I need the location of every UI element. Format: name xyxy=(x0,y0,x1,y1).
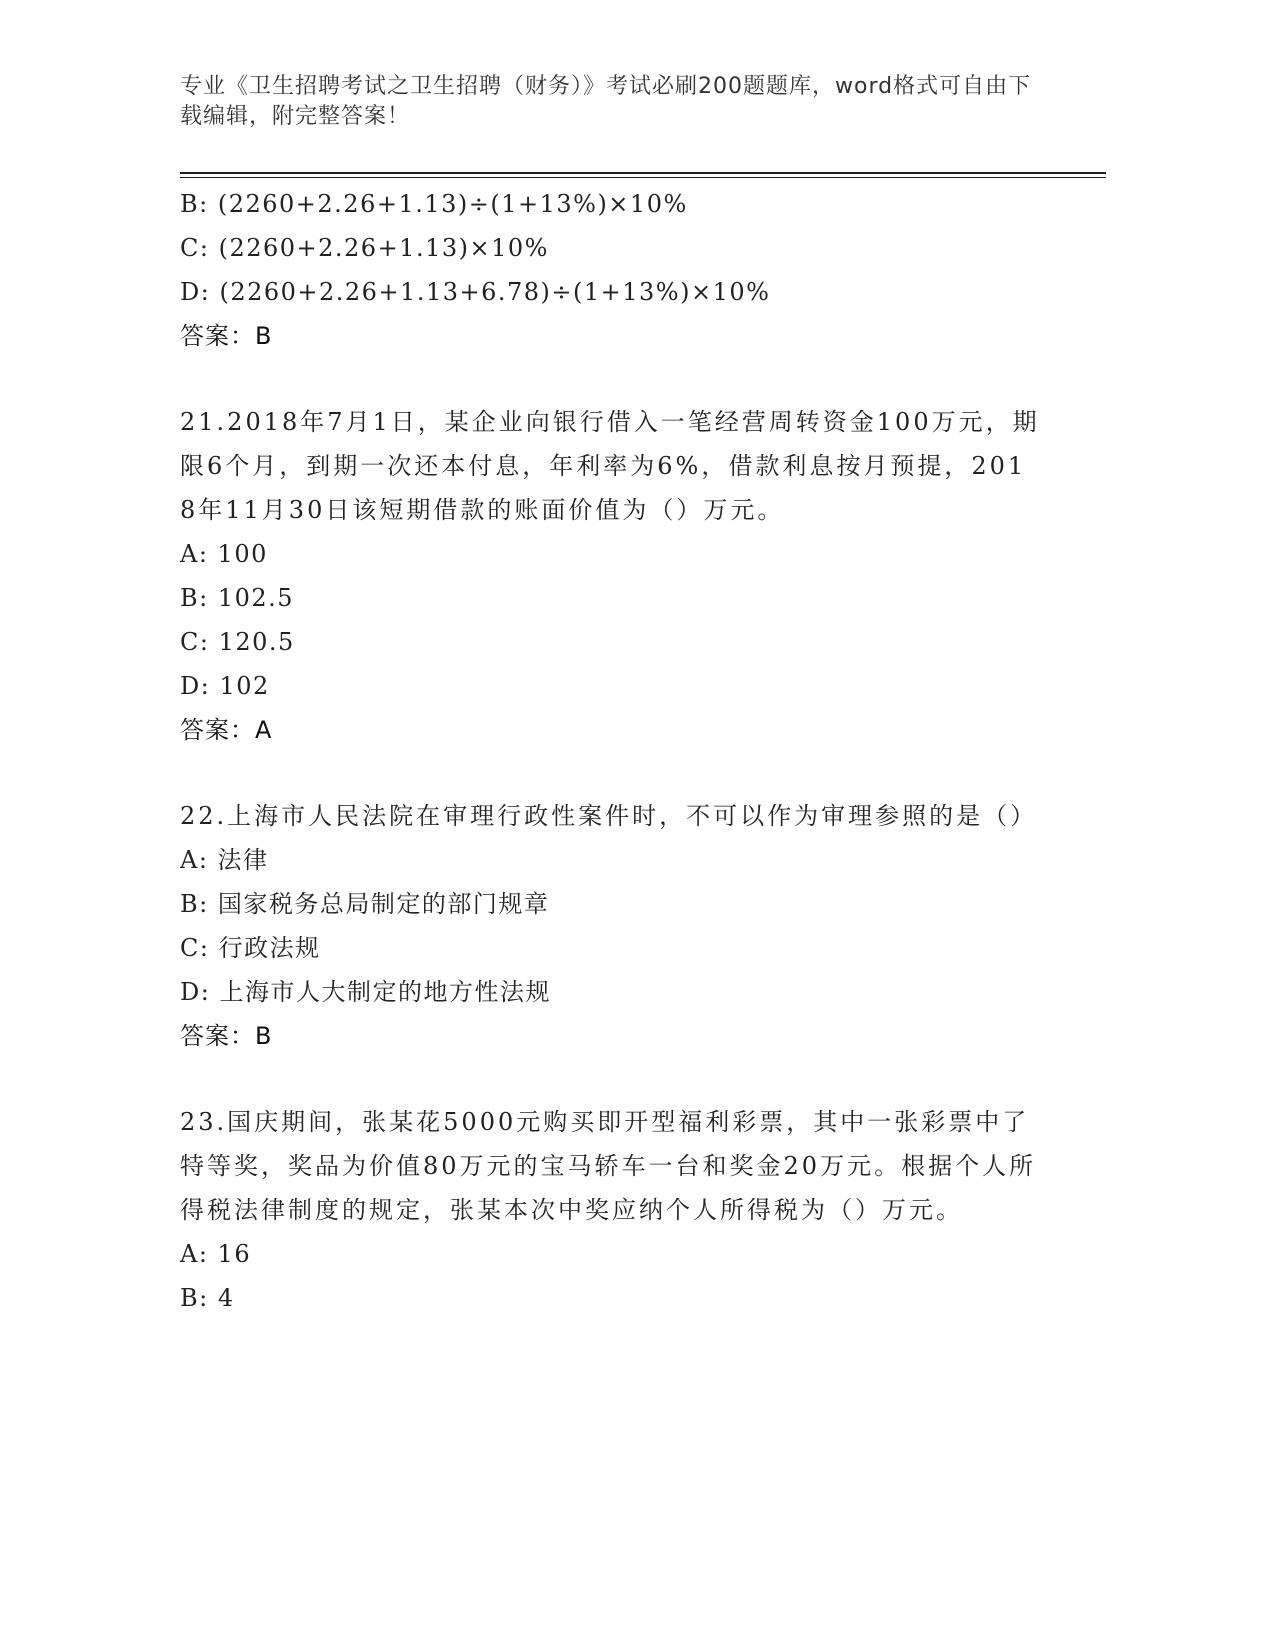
question-22 xyxy=(180,794,1040,1058)
option-a: A: 16 xyxy=(180,1240,252,1268)
option-a: A: 100 xyxy=(180,540,268,568)
answer-line: 答案：B xyxy=(180,322,273,350)
question-stem: 23.国庆期间，张某花5000元购买即开型福利彩票，其中一张彩票中了特等奖，奖品为价值80万元的宝马轿车一台和奖金20万元。根据个人所得税法律制度的规定，张某本次中奖应纳个人所得税为（）万元。 xyxy=(180,1108,1037,1224)
answer-line: 答案：B xyxy=(180,1022,273,1050)
answer-line: 答案：A xyxy=(180,716,273,744)
question-21 xyxy=(180,400,1040,752)
question-23 xyxy=(180,1100,1040,1320)
option-c: C: (2260+2.26+1.13)×10% xyxy=(180,234,549,262)
header-divider-thin xyxy=(180,177,1106,178)
question-stem: 21.2018年7月1日，某企业向银行借入一笔经营周转资金100万元，期限6个月，到期一次还本付息，年利率为6%，借款利息按月预提，2018年11月30日该短期借款的账面价值为（）万元。 xyxy=(180,408,1040,524)
option-d: D: 102 xyxy=(180,672,270,700)
option-b: B: 4 xyxy=(180,1284,235,1312)
page-header: 专业《卫生招聘考试之卫生招聘（财务）》考试必刷200题题库，word格式可自由下载编辑，附完整答案！ xyxy=(180,74,1032,129)
previous-question-tail xyxy=(180,182,1040,358)
question-stem: 22.上海市人民法院在审理行政性案件时，不可以作为审理参照的是（） xyxy=(180,802,1038,830)
option-b: B: 国家税务总局制定的部门规章 xyxy=(180,890,550,918)
option-a: A: 法律 xyxy=(180,846,269,874)
header-divider-thick xyxy=(180,172,1106,174)
option-c: C: 120.5 xyxy=(180,628,295,656)
option-c: C: 行政法规 xyxy=(180,934,321,962)
option-b: B: (2260+2.26+1.13)÷(1+13%)×10% xyxy=(180,190,688,218)
option-d: D: (2260+2.26+1.13+6.78)÷(1+13%)×10% xyxy=(180,278,771,306)
option-d: D: 上海市人大制定的地方性法规 xyxy=(180,978,551,1006)
option-b: B: 102.5 xyxy=(180,584,295,612)
question-list xyxy=(180,182,1040,1320)
